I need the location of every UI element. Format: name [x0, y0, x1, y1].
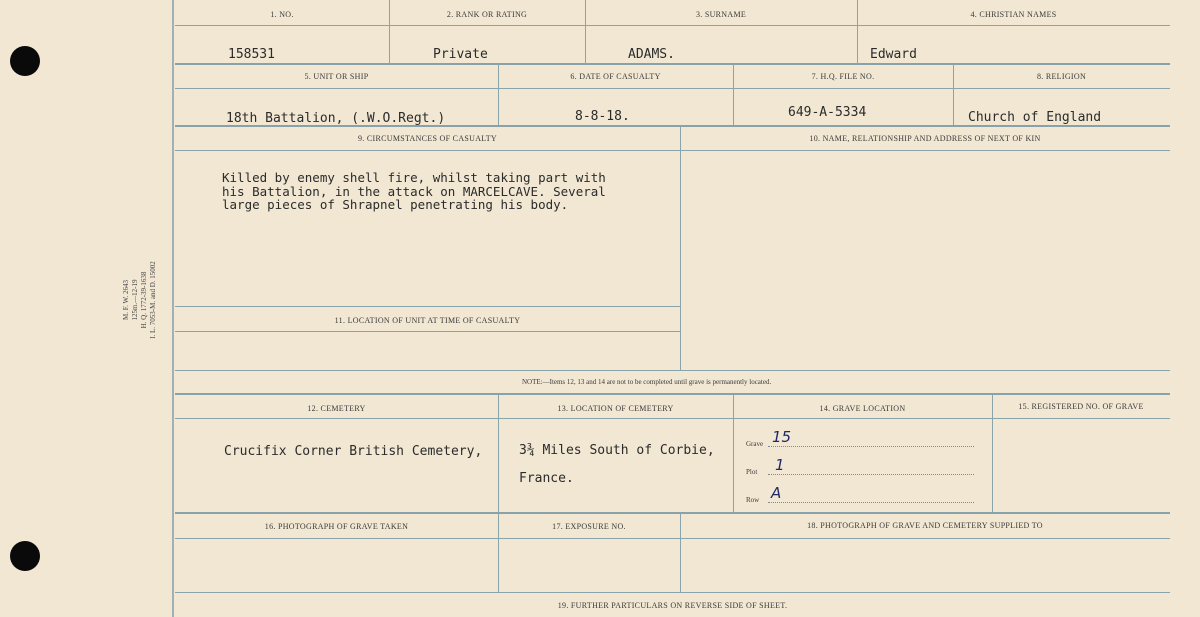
footer-further-particulars: 19. FURTHER PARTICULARS ON REVERSE SIDE OF SHEET.: [557, 601, 788, 610]
header-surname: 3. SURNAME: [695, 10, 747, 19]
punch-hole-top: [10, 46, 40, 76]
value-cemetery: Crucifix Corner British Cemetery,: [224, 444, 483, 459]
header-photo-taken: 16. PHOTOGRAPH OF GRAVE TAKEN: [264, 522, 409, 531]
form-code: M. F. W. 2643 125m.—12-19 H. Q. 1772-39-1638 I. L. 7053-M. and D. 15002: [122, 261, 157, 339]
header-unit: 5. UNIT OR SHIP: [304, 72, 369, 81]
rule-note-top: [175, 370, 1170, 371]
label-row: Row: [746, 496, 760, 504]
rule-row1-bottom: [175, 63, 1170, 65]
divider-7: [680, 126, 681, 370]
rule-location-top: [175, 306, 680, 307]
value-location-cemetery-line1: 3¾ Miles South of Corbie,: [519, 443, 715, 458]
value-circumstances: Killed by enemy shell fire, whilst taking part with his Battalion, in the attack on MARCELCAVE. Several large pieces of Shrapnel penetrating his body.: [222, 170, 606, 212]
value-location-cemetery-line2: France.: [519, 471, 574, 486]
header-date: 6. DATE OF CASUALTY: [570, 72, 661, 81]
divider-10: [992, 394, 993, 512]
punch-hole-bottom: [10, 541, 40, 571]
header-next-of-kin: 10. NAME, RELATIONSHIP AND ADDRESS OF NEXT OF KIN: [809, 134, 1041, 143]
label-grave: Grave: [746, 440, 764, 448]
header-file: 7. H.Q. FILE NO.: [811, 72, 875, 81]
value-rank: Private: [433, 47, 488, 62]
header-rank: 2. RANK OR RATING: [446, 10, 528, 19]
header-location-unit: 11. LOCATION OF UNIT AT TIME OF CASUALTY: [334, 316, 521, 325]
value-file: 649-A-5334: [788, 105, 867, 120]
rule-row3-header: [175, 150, 1170, 151]
row-dotted-line: [768, 502, 974, 503]
header-christian-names: 4. CHRISTIAN NAMES: [970, 10, 1057, 19]
value-surname: ADAMS.: [628, 47, 675, 62]
value-grave: 15: [772, 428, 792, 446]
header-location-cemetery: 13. LOCATION OF CEMETERY: [557, 404, 674, 413]
value-date: 8-8-18.: [575, 109, 630, 124]
rule-row4-header: [175, 418, 1170, 419]
value-religion: Church of England: [968, 110, 1102, 125]
value-row: A: [771, 484, 782, 502]
rule-row5-bottom: [175, 592, 1170, 593]
rule-note-bottom: [175, 393, 1170, 395]
plot-dotted-line: [768, 474, 974, 475]
header-cemetery: 12. CEMETERY: [307, 404, 366, 413]
rule-row2-header: [175, 88, 1170, 89]
header-no: 1. NO.: [270, 10, 294, 19]
header-exposure: 17. EXPOSURE NO.: [552, 522, 626, 531]
rule-row1-header: [175, 25, 1170, 26]
value-unit: 18th Battalion, (.W.O.Regt.): [226, 111, 446, 126]
rule-row4-bottom: [175, 512, 1170, 514]
value-plot: 1: [775, 456, 785, 474]
label-plot: Plot: [746, 468, 758, 476]
grave-dotted-line: [768, 446, 974, 447]
note-text: NOTE:—Items 12, 13 and 14 are not to be completed until grave is permanently located.: [522, 378, 772, 386]
header-grave-location: 14. GRAVE LOCATION: [819, 404, 906, 413]
value-christian-names: Edward: [870, 47, 917, 62]
left-margin-line: [172, 0, 174, 617]
header-registered-no: 15. REGISTERED NO. OF GRAVE: [1018, 402, 1144, 411]
header-circumstances: 9. CIRCUMSTANCES OF CASUALTY: [357, 134, 498, 143]
header-religion: 8. RELIGION: [1036, 72, 1087, 81]
header-photo-supplied: 18. PHOTOGRAPH OF GRAVE AND CEMETERY SUPPLIED TO: [807, 521, 1043, 530]
value-no: 158531: [228, 47, 275, 62]
rule-location-header: [175, 331, 680, 332]
rule-row5-header: [175, 538, 1170, 539]
